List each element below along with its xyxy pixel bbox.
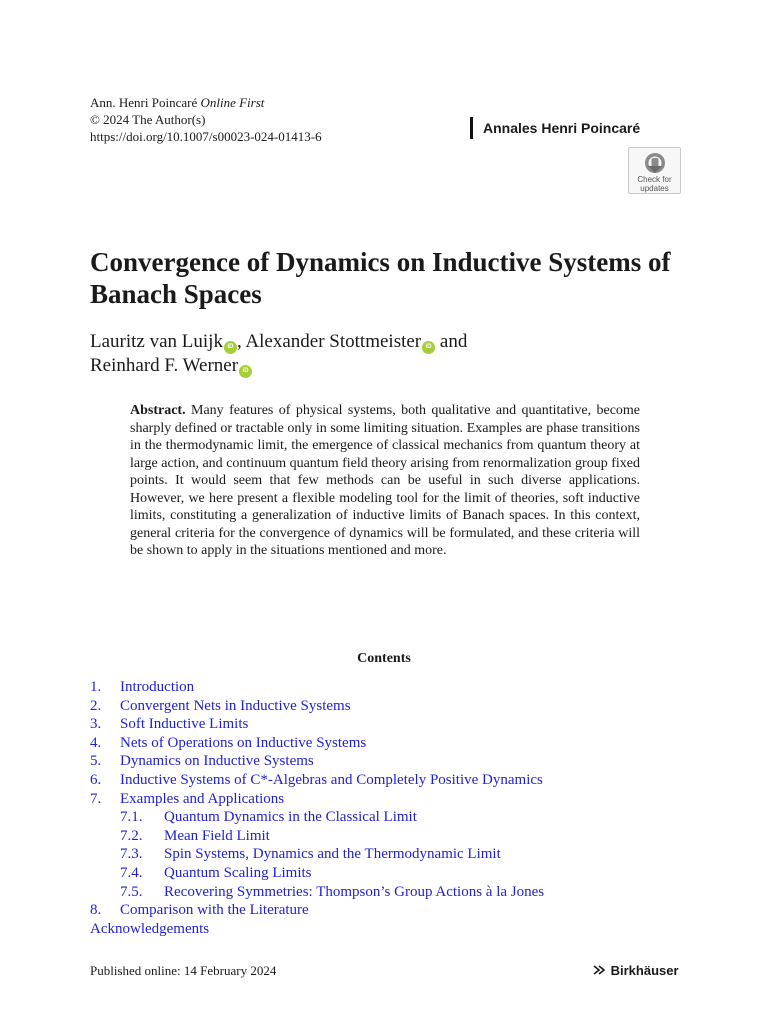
toc-number: 4. [90, 734, 102, 751]
toc-entry[interactable] [90, 678, 544, 697]
doi-link[interactable]: https://doi.org/10.1007/s00023-024-01413-6 [90, 129, 322, 144]
toc-link[interactable]: Introduction [120, 679, 195, 695]
author-1[interactable]: Lauritz van Luijk [90, 331, 223, 352]
toc-number: 1. [90, 679, 102, 695]
table-of-contents [90, 678, 544, 938]
toc-number: 7.4. [120, 864, 143, 881]
online-first: Online First [200, 95, 265, 110]
toc-entry[interactable] [90, 808, 544, 827]
toc-number: 7.1. [120, 809, 143, 826]
toc-number: 5. [90, 753, 102, 770]
journal-name: Ann. Henri Poincaré [90, 95, 201, 110]
toc-link[interactable]: Quantum Scaling Limits [164, 864, 312, 881]
toc-entry[interactable] [90, 752, 544, 771]
copyright-line: © 2024 The Author(s) [90, 112, 206, 127]
check-updates-line1: Check for [637, 175, 672, 184]
toc-link[interactable]: Acknowledgements [90, 920, 210, 937]
journal-line [90, 94, 322, 111]
toc-entry[interactable] [90, 715, 544, 734]
check-updates-line2: updates [640, 184, 669, 193]
toc-entry[interactable] [90, 771, 544, 790]
toc-entry[interactable] [90, 883, 544, 902]
author-3[interactable]: Reinhard F. Werner [90, 355, 239, 376]
toc-number: 3. [90, 716, 102, 733]
toc-link[interactable]: Examples and Applications [120, 790, 285, 807]
toc-link[interactable]: Nets of Operations on Inductive Systems [120, 734, 367, 751]
toc-link[interactable]: Comparison with the Literature [120, 902, 309, 919]
abstract [130, 402, 640, 560]
author-list [90, 330, 467, 378]
toc-link[interactable]: Soft Inductive Limits [120, 716, 249, 733]
toc-entry[interactable] [90, 790, 544, 809]
author-separator: and [435, 331, 468, 352]
toc-number: 7.2. [120, 827, 143, 844]
toc-link[interactable]: Mean Field Limit [164, 827, 270, 844]
toc-number: 7. [90, 790, 102, 807]
toc-link[interactable]: Spin Systems, Dynamics and the Thermodynamic Limit [164, 846, 501, 863]
header-meta [90, 94, 322, 145]
paper-title: Convergence of Dynamics on Inductive Systems of Banach Spaces [90, 247, 671, 309]
orcid-icon[interactable]: iD [239, 365, 252, 378]
publisher-logo [593, 963, 679, 978]
toc-number: 8. [90, 902, 102, 919]
author-separator: , [236, 331, 246, 352]
toc-entry[interactable] [90, 920, 544, 939]
toc-number: 2. [90, 697, 102, 714]
toc-link[interactable]: Inductive Systems of C*-Algebras and Completely Positive Dynamics [120, 771, 543, 788]
abstract-text: Many features of physical systems, both qualitative and quantitative, become sharply defined or tractable only in some limiting situation. Examples are phase transitions in the thermodynamic limit, the emergence of classical mechanics from quantum theory at large action, and continuum quantum field theory arising from renormalization group fixed points. It would seem that few methods can be useful in such diverse applications. However, we here present a flexible modeling tool for the limit of theories, soft inductive limits, constituting a generalization of inductive limits of Banach spaces. In this context, general criteria for the convergence of dynamics will be formulated, and these criteria will be shown to apply in the situations mentioned and more. [130, 403, 641, 558]
published-date: Published online: 14 February 2024 [90, 963, 277, 978]
orcid-icon[interactable]: iD [422, 341, 435, 354]
toc-entry[interactable] [90, 827, 544, 846]
toc-entry[interactable] [90, 901, 544, 920]
birkhauser-icon [593, 964, 607, 976]
toc-link[interactable]: Dynamics on Inductive Systems [120, 753, 314, 770]
toc-entry[interactable] [90, 697, 544, 716]
toc-link[interactable]: Convergent Nets in Inductive Systems [120, 697, 351, 714]
toc-entry[interactable] [90, 845, 544, 864]
publisher-name: Birkhäuser [610, 963, 679, 978]
toc-entry[interactable] [90, 864, 544, 883]
contents-heading: Contents [357, 651, 411, 666]
toc-link[interactable]: Recovering Symmetries: Thompson’s Group Actions à la Jones [164, 883, 545, 900]
toc-link[interactable]: Quantum Dynamics in the Classical Limit [164, 809, 417, 826]
toc-number: 7.3. [120, 846, 143, 863]
toc-number: 7.5. [120, 883, 143, 900]
journal-title-box: Annales Henri Poincaré [470, 117, 693, 139]
toc-entry[interactable] [90, 734, 544, 753]
check-for-updates-badge[interactable] [628, 147, 681, 194]
orcid-icon[interactable]: iD [224, 341, 237, 354]
check-updates-icon [644, 152, 666, 174]
abstract-label: Abstract. [130, 403, 186, 418]
toc-number: 6. [90, 771, 102, 788]
author-2[interactable]: Alexander Stottmeister [245, 331, 422, 352]
